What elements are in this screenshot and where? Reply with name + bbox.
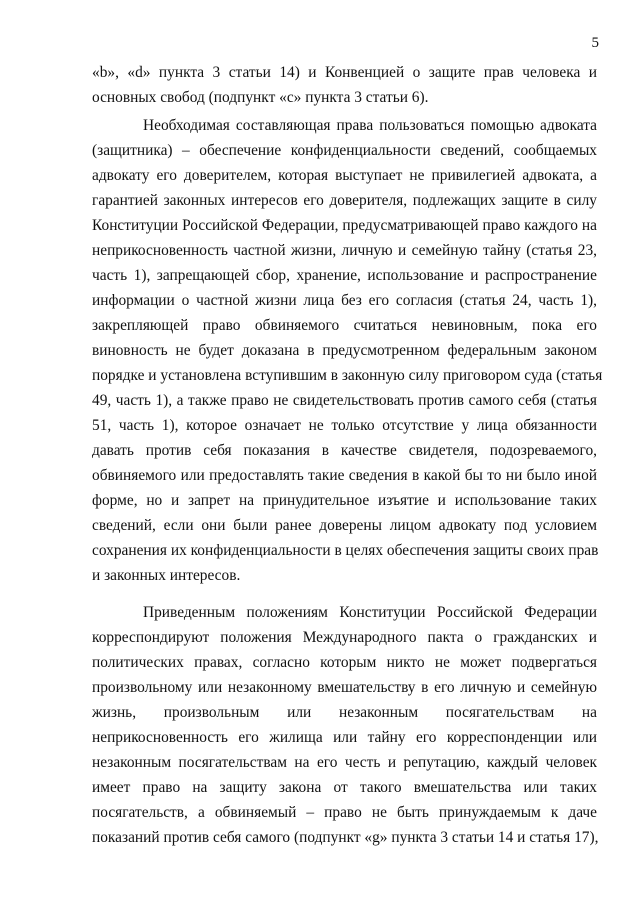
- text-line: неприкосновенность частной жизни, личную и семейную тайну (статья 23,: [92, 242, 597, 259]
- text-line: 49, часть 1), а также право не свидетельствовать против самого себя (статья: [92, 392, 597, 409]
- page-number: 5: [591, 35, 599, 51]
- text-line: корреспондируют положения Международного пакта о гражданских и: [92, 629, 597, 646]
- text-line: имеет право на защиту закона от такого вмешательства или таких: [92, 779, 597, 796]
- text-line: показаний против себя самого (подпункт «g» пункта 3 статьи 14 и статья 17),: [92, 829, 599, 846]
- text-line: неприкосновенность его жилища или тайну его корреспонденции или: [92, 729, 597, 746]
- text-line: Конституции Российской Федерации, предусматривающей право каждого на: [92, 217, 597, 234]
- text-line: адвокату его доверителем, которая выступает не привилегией адвоката, а: [92, 167, 597, 184]
- text-line: давать против себя показания в качестве свидетеля, подозреваемого,: [92, 442, 597, 459]
- text-line: произвольному или незаконному вмешательству в его личную и семейную: [92, 679, 597, 696]
- text-line: обвиняемого или предоставлять такие сведения в какой бы то ни было иной: [92, 467, 597, 484]
- text-line: посягательств, а обвиняемый – право не быть принуждаемым к даче: [92, 804, 597, 821]
- text-line: информации о частной жизни лица без его согласия (статья 24, часть 1),: [92, 292, 597, 309]
- text-line: основных свобод (подпункт «с» пункта 3 статьи 6).: [92, 89, 429, 106]
- text-line: виновность не будет доказана в предусмотренном федеральным законом: [92, 342, 597, 359]
- text-line: сохранения их конфиденциальности в целях обеспечения защиты своих прав: [92, 542, 599, 559]
- text-line: часть 1), запрещающей сбор, хранение, использование и распространение: [92, 267, 597, 284]
- text-line: (защитника) – обеспечение конфиденциальности сведений, сообщаемых: [92, 142, 597, 159]
- text-line: закрепляющей право обвиняемого считаться невиновным, пока его: [92, 317, 597, 334]
- text-line: и законных интересов.: [92, 567, 241, 584]
- text-line: 51, часть 1), которое означает не только отсутствие у лица обязанности: [92, 417, 597, 434]
- text-line: сведений, если они были ранее доверены лицом адвокату под условием: [92, 517, 597, 534]
- text-line: политических правах, согласно которым никто не может подвергаться: [92, 654, 597, 671]
- paragraph-first-line: Необходимая составляющая права пользоваться помощью адвоката: [143, 117, 597, 134]
- text-line: гарантией законных интересов его доверителя, подлежащих защите в силу: [92, 192, 597, 209]
- text-line: форме, но и запрет на принудительное изъятие и использование таких: [92, 492, 597, 509]
- text-line: «b», «d» пункта 3 статьи 14) и Конвенцией о защите прав человека и: [92, 64, 597, 81]
- text-line: жизнь, произвольным или незаконным посягательствам на: [92, 704, 597, 721]
- text-line: незаконным посягательствам на его честь и репутацию, каждый человек: [92, 754, 597, 771]
- paragraph-first-line: Приведенным положениям Конституции Российской Федерации: [143, 604, 597, 621]
- text-line: порядке и установлена вступившим в законную силу приговором суда (статья: [92, 367, 603, 384]
